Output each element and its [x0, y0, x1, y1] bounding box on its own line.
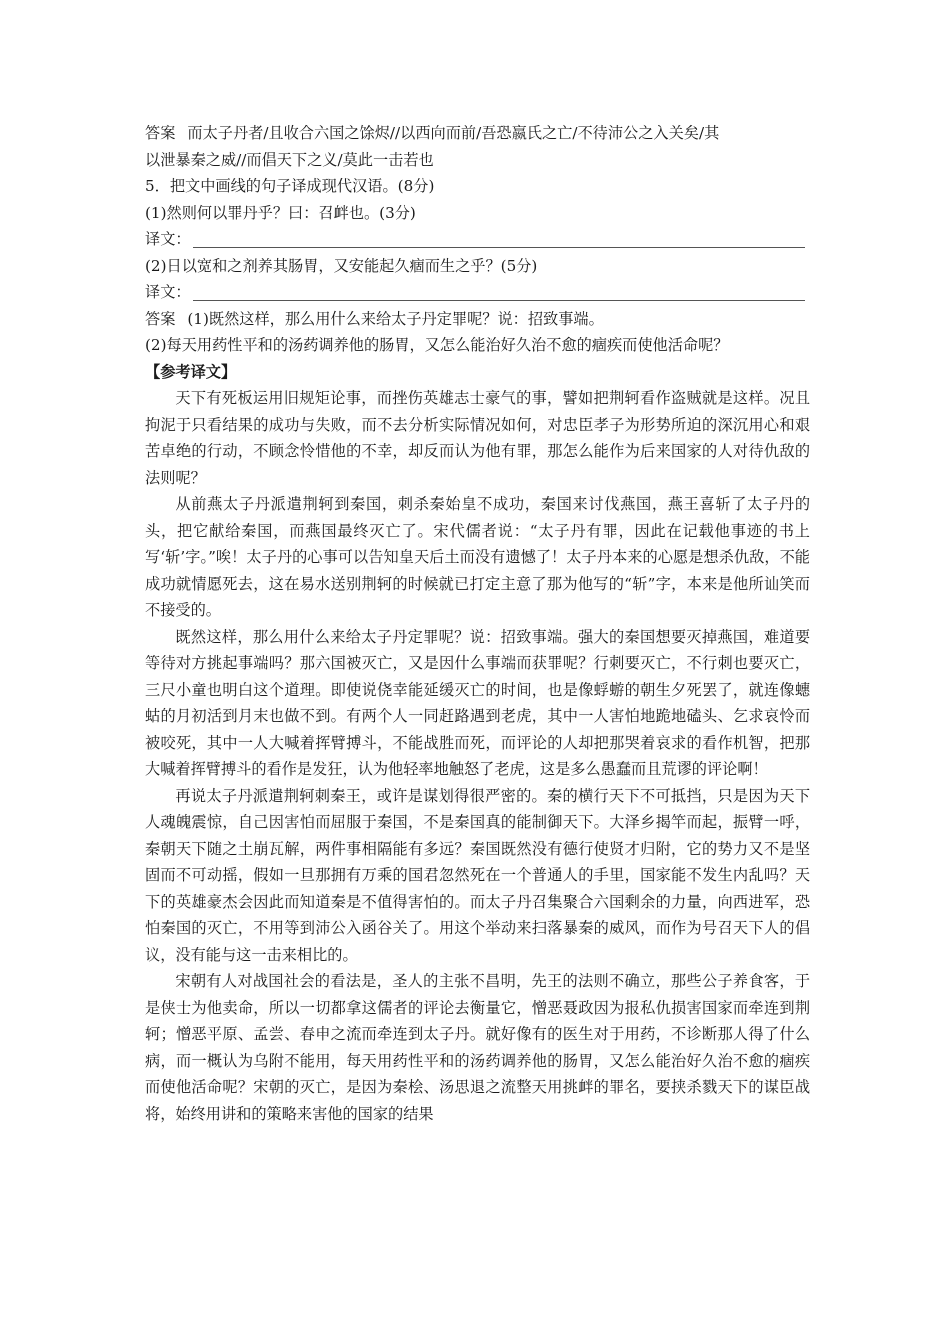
reference-translation-header: 【参考译文】 — [145, 362, 237, 381]
translation-label-2: 译文： — [145, 283, 191, 301]
reference-paragraph: 天下有死板运用旧规矩论事，而挫伤英雄志士豪气的事，譬如把荆轲看作盗贼就是这样。况且拘泥于只看结果的成功与失败，而不去分析实际情况如何，对忠臣孝子为形势所迫的深沉用心和艰苦卓绝的行动，不顾念怜惜他的不幸，却反而认为他有罪，那怎么能作为后来国家的人对待仇敌的法则呢？ — [145, 389, 810, 487]
translation-field-1[interactable] — [145, 226, 810, 253]
question-5-sub-1: (1)然则何以罪丹乎？曰：召衅也。(3分) — [145, 203, 416, 222]
reference-paragraph: 既然这样，那么用什么来给太子丹定罪呢？说：招致事端。强大的秦国想要灭掉燕国，难道要等待对方挑起事端吗？那六国被灭亡，又是因什么事端而获罪呢？行刺要灭亡，不行刺也要灭亡，三尺小童也明白这个道理。即使说侥幸能延缓灭亡的时间，也是像蜉蝣的朝生夕死罢了，就连像蟪蛄的月初活到月末也做不到。有两个人一同赶路遇到老虎，其中一人害怕地跪地磕头、乞求哀怜而被咬死，其中一人大喊着挥臂搏斗，不能战胜而死，而评论的人却把那哭着哀求的看作机智，把那大喊着挥臂搏斗的看作是发狂，认为他轻率地触怒了老虎，这是多么愚蠢而且荒谬的评论啊！ — [145, 627, 810, 778]
question-5-sub-2: (2)日以宽和之剂养其肠胃，又安能起久痼而生之乎？(5分) — [145, 256, 538, 275]
answer-label: 答案 — [145, 309, 176, 328]
answer-4-text-1: 而太子丹者/且收合六国之馀烬//以西向而前/吾恐嬴氏之亡/不待沛公之入关矣/其 — [187, 124, 720, 142]
answer-5-text-1: (1)既然这样，那么用什么来给太子丹定罪呢？说：招致事端。 — [187, 309, 604, 328]
answer-label: 答案 — [145, 124, 176, 142]
answer-4-line-1 — [145, 120, 810, 147]
translation-blank-2[interactable] — [193, 282, 805, 301]
reference-paragraph: 再说太子丹派遣荆轲刺秦王，或许是谋划得很严密的。秦的横行天下不可抵挡，只是因为天下人魂魄震惊，自己因害怕而屈服于秦国，不是秦国真的能制御天下。大泽乡揭竿而起，振臂一呼，秦朝天下随之土崩瓦解，两件事相隔能有多远？秦国既然没有德行使贤才归附，它的势力又不是坚固而不可动摇，假如一旦那拥有万乘的国君忽然死在一个普通人的手里，国家能不发生内乱吗？天下的英雄豪杰会因此而知道秦是不值得害怕的。而太子丹召集聚合六国剩余的力量，向西进军，恐怕秦国的灭亡，不用等到沛公入函谷关了。用这个举动来扫落暴秦的威风，而作为号召天下人的倡议，没有能与这一击来相比的。 — [145, 786, 810, 964]
answer-5-line-1 — [145, 306, 810, 333]
translation-blank-1[interactable] — [193, 229, 805, 248]
translation-field-2[interactable] — [145, 279, 810, 306]
reference-paragraph: 从前燕太子丹派遣荆轲到秦国，刺杀秦始皇不成功，秦国来讨伐燕国，燕王喜斩了太子丹的头，把它献给秦国，而燕国最终灭亡了。宋代儒者说：“太子丹有罪，因此在记载他事迹的书上写‘斩’字。”唉！太子丹的心事可以告知皇天后土而没有遗憾了！太子丹本来的心愿是想杀仇敌，不能成功就情愿死去，这在易水送别荆轲的时候就已打定主意了那为他写的“斩”字，本来是他所讪笑而不接受的。 — [145, 495, 810, 619]
reference-paragraph: 宋朝有人对战国社会的看法是，圣人的主张不昌明，先王的法则不确立，那些公子养食客，于是侠士为他卖命，所以一切都拿这儒者的评论去衡量它，憎恶聂政因为报私仇损害国家而牵连到荆轲；憎恶平原、孟尝、春申之流而牵连到太子丹。就好像有的医生对于用药，不诊断那人得了什么病，而一概认为乌附不能用，每天用药性平和的汤药调养他的肠胃，又怎么能治好久治不愈的痼疾而使他活命呢？宋朝的灭亡，是因为秦桧、汤思退之流整天用挑衅的罪名，要挟杀戮天下的谋臣战将，始终用讲和的策略来害他的国家的结果 — [145, 972, 810, 1123]
question-5-title: 5．把文中画线的句子译成现代汉语。(8分) — [145, 177, 435, 195]
answer-4-line-2: 以泄暴秦之威//而倡天下之义/莫此一击若也 — [145, 150, 434, 169]
answer-5-line-2: (2)每天用药性平和的汤药调养他的肠胃，又怎么能治好久治不愈的痼疾而使他活命呢？ — [145, 336, 729, 354]
translation-label-1: 译文： — [145, 230, 191, 248]
document-page — [145, 120, 810, 1127]
